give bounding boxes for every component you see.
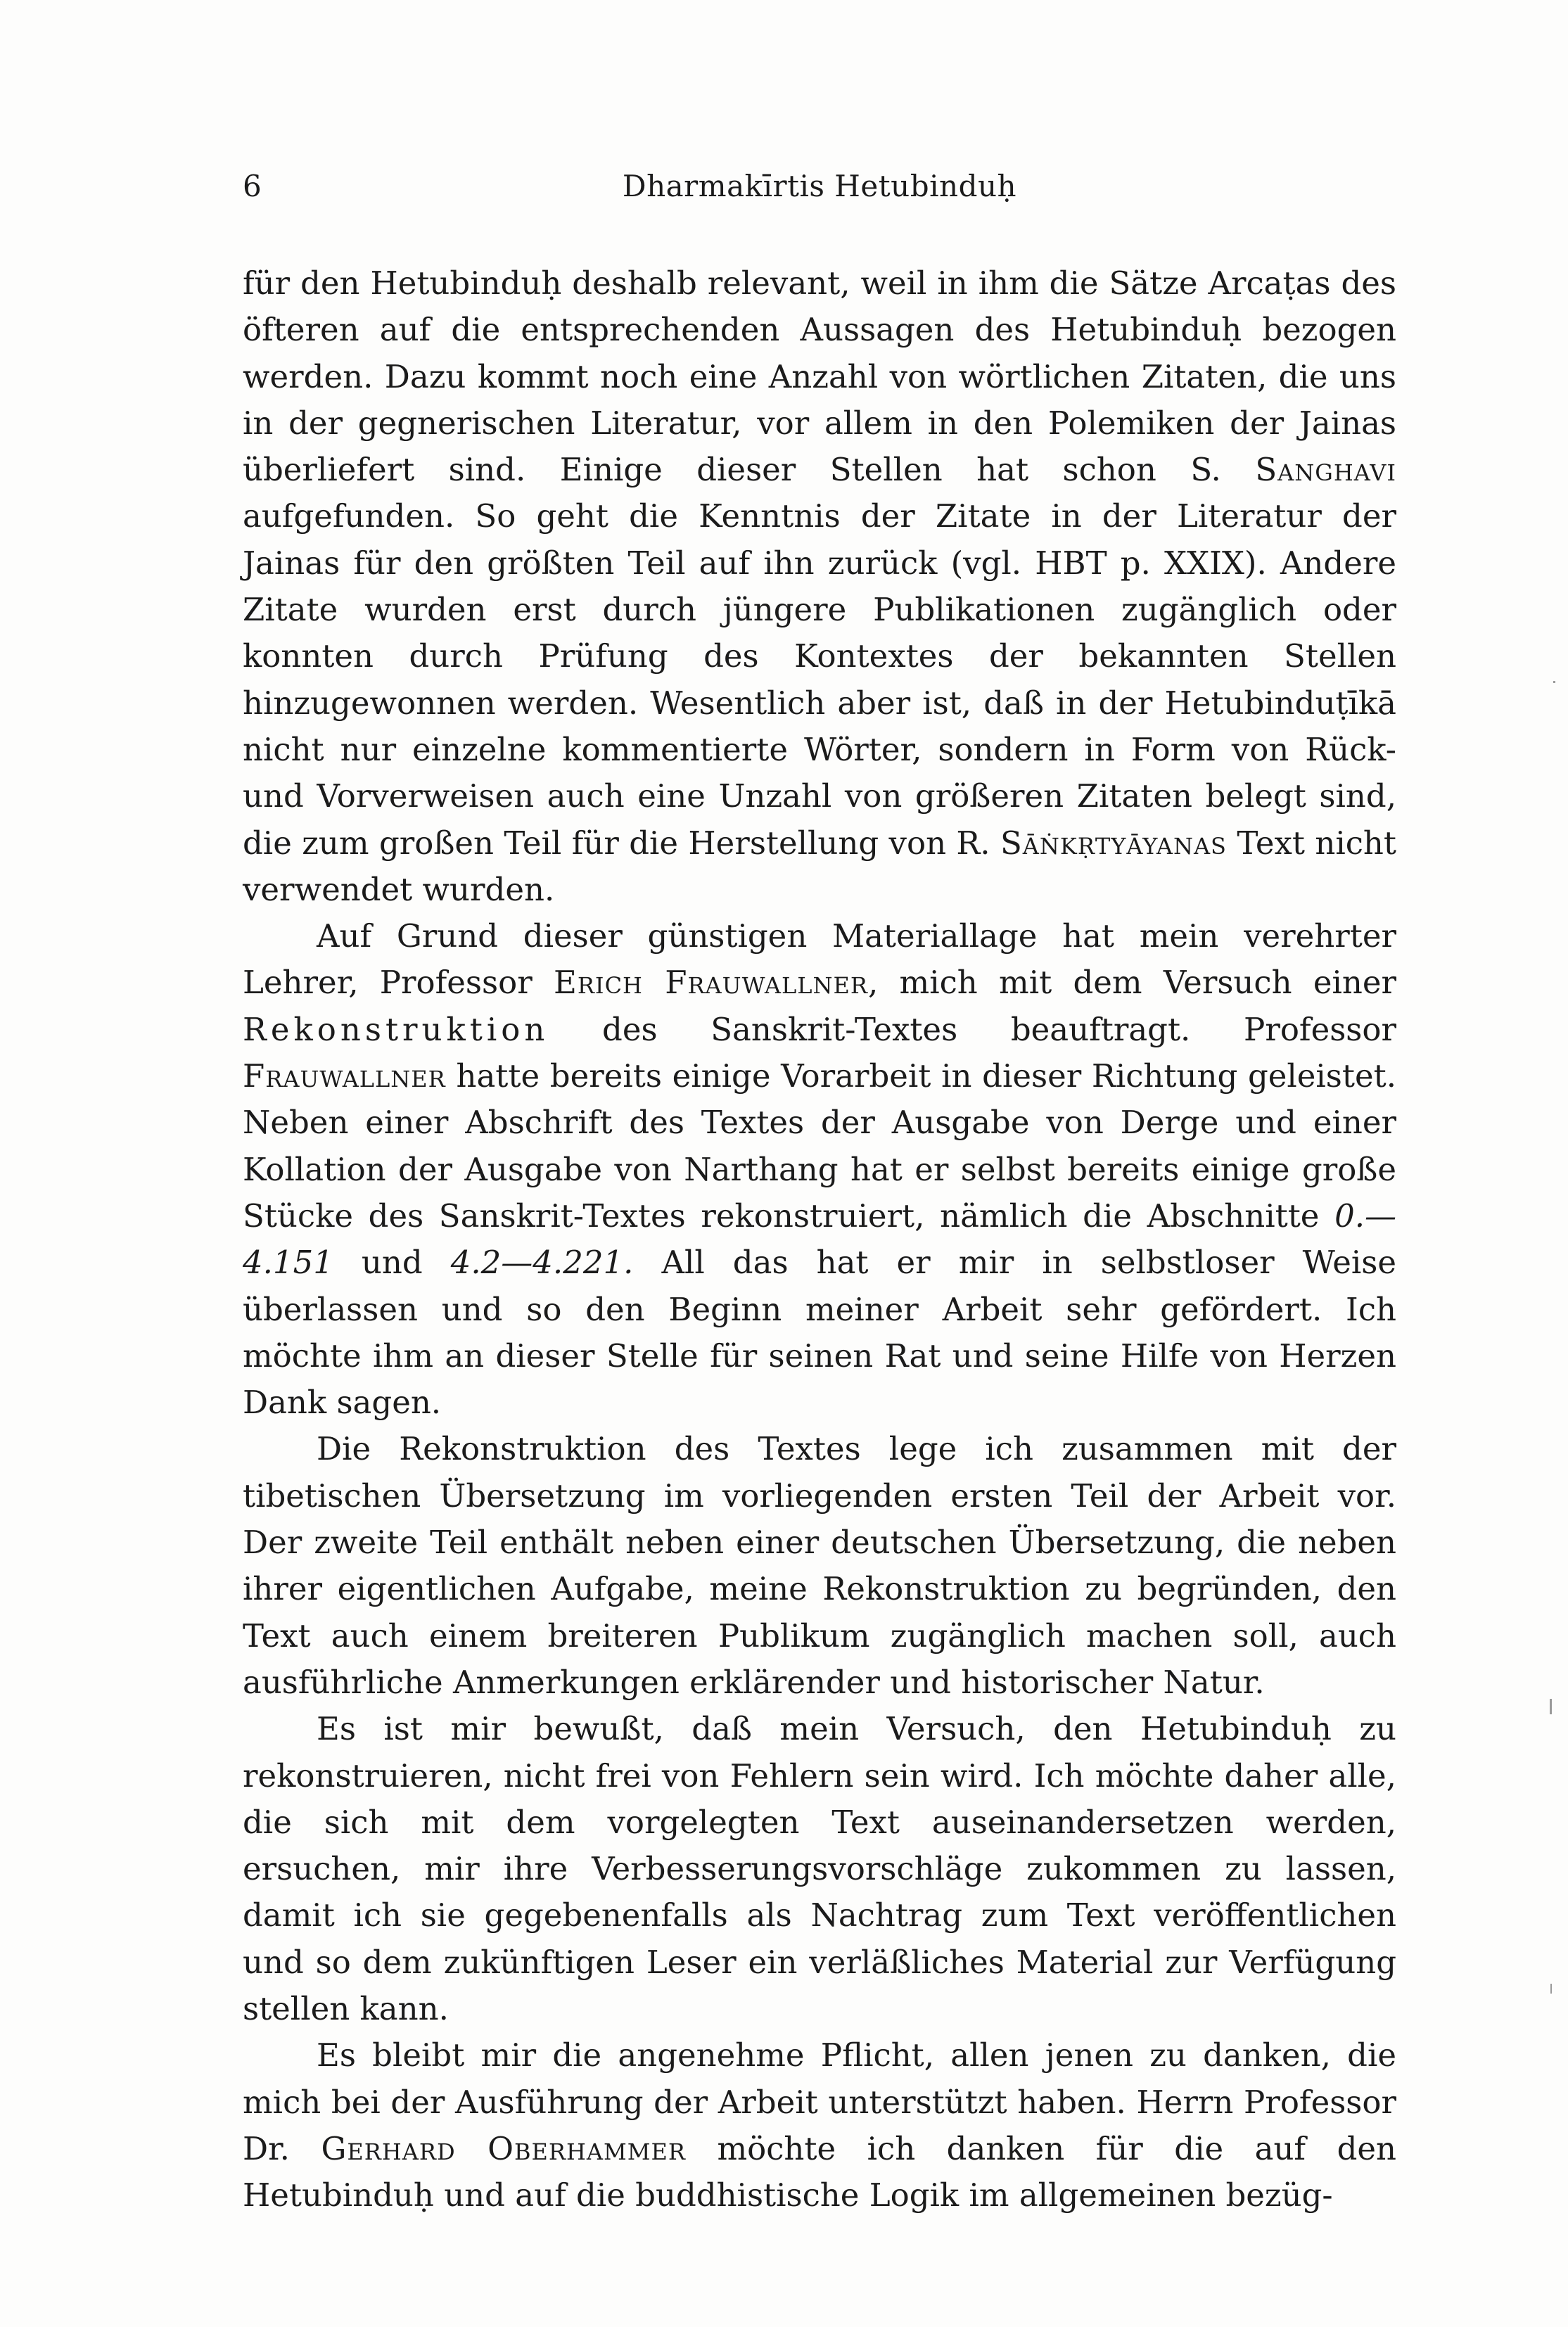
- paragraph-4: Es ist mir bewußt, daß mein Versuch, den Hetubinduḥ zu rekonstruieren, nicht frei von Fehlern sein wird. Ich möchte daher alle, die sich mit dem vorgelegten Text auseinandersetzen werden, ersuchen, mir ihre Verbesserungsvorschläge zukommen zu lassen, damit ich sie gegebenenfalls als Nachtrag zum Text veröffentlichen und so dem zukünftigen Leser ein verläßliches Material zur Verfügung stellen kann.: [243, 1710, 1396, 2027]
- section-range-1: 0.—4.151: [243, 1197, 1396, 1282]
- paragraph-5: Es bleibt mir die angenehme Pflicht, allen jenen zu danken, die mich bei der Ausführung der Arbeit unterstützt haben. Herrn Professor Dr. Gerhard Oberhammer möchte ich danken für die auf den Hetubinduḥ und auf die buddhistische Logik im allgemeinen bezüg-: [243, 2036, 1396, 2214]
- author-name-oberhammer: Gerhard Oberhammer: [321, 2129, 686, 2167]
- running-head: [243, 169, 1396, 218]
- paragraph-2: Auf Grund dieser günstigen Materiallage hat mein verehrter Lehrer, Professor Erich Frauwallner, mich mit dem Versuch einer Rekonstruktion des Sanskrit-Textes beauftragt. Professor Frauwallner hatte bereits einige Vorarbeit in dieser Richtung geleistet. Neben einer Abschrift des Textes der Ausgabe von Derge und einer Kollation der Ausgabe von Narthang hat er selbst bereits einige große Stücke des Sanskrit-Textes rekonstruiert, nämlich die Abschnitte 0.—4.151 und 4.2—4.221. All das hat er mir in selbstloser Weise überlassen und so den Beginn meiner Arbeit sehr gefördert. Ich möchte ihm an dieser Stelle für seinen Rat und seine Hilfe von Herzen Dank sagen.: [243, 917, 1396, 1422]
- spaced-term-rekonstruktion: Rekonstruktion: [243, 1010, 549, 1048]
- scan-speck: [1553, 681, 1555, 683]
- body-text: [243, 260, 1396, 2219]
- page-number: 6: [243, 169, 262, 203]
- author-name-erich-frauwallner: Erich Frauwallner: [553, 964, 868, 1002]
- scan-speck: [1550, 1984, 1552, 1994]
- section-range-2: 4.2—4.221.: [450, 1244, 634, 1282]
- paragraph-1: für den Hetubinduḥ deshalb relevant, weil in ihm die Sätze Arcaṭas des öfteren auf die entsprechenden Aussagen des Hetubinduḥ bezogen werden. Dazu kommt noch eine Anzahl von wörtlichen Zitaten, die uns in der gegnerischen Literatur, vor allem in den Polemiken der Jainas überliefert sind. Einige dieser Stellen hat schon S. Sanghavi aufgefunden. So geht die Kenntnis der Zitate in der Literatur der Jainas für den größten Teil auf ihn zurück (vgl. HBT p. XXIX). Andere Zitate wurden erst durch jüngere Publikationen zugänglich oder konnten durch Prüfung des Kontextes der bekannten Stellen hinzugewonnen werden. Wesentlich aber ist, daß in der Hetubinduṭīkā nicht nur einzelne kommentierte Wörter, sondern in Form von Rück- und Vorverweisen auch eine Unzahl von größeren Zitaten belegt sind, die zum großen Teil für die Herstellung von R. Sāṅkṛtyāyanas Text nicht verwendet wurden.: [243, 264, 1396, 908]
- scan-speck: [1550, 1699, 1552, 1714]
- author-name-frauwallner: Frauwallner: [243, 1057, 446, 1095]
- paragraph-3: Die Rekonstruktion des Textes lege ich zusammen mit der tibetischen Übersetzung im vorliegenden ersten Teil der Arbeit vor. Der zweite Teil enthält neben einer deutschen Übersetzung, die neben ihrer eigentlichen Aufgabe, meine Rekonstruktion zu begründen, den Text auch einem breiteren Publikum zugänglich machen soll, auch ausführliche Anmerkungen erklärender und historischer Natur.: [243, 1430, 1396, 1701]
- author-name-sankrtyayanas: Sāṅkṛtyāyanas: [1000, 824, 1227, 862]
- running-title: Dharmakīrtis Hetubinduḥ: [622, 169, 1017, 203]
- author-name-sanghavi: Sanghavi: [1255, 451, 1396, 489]
